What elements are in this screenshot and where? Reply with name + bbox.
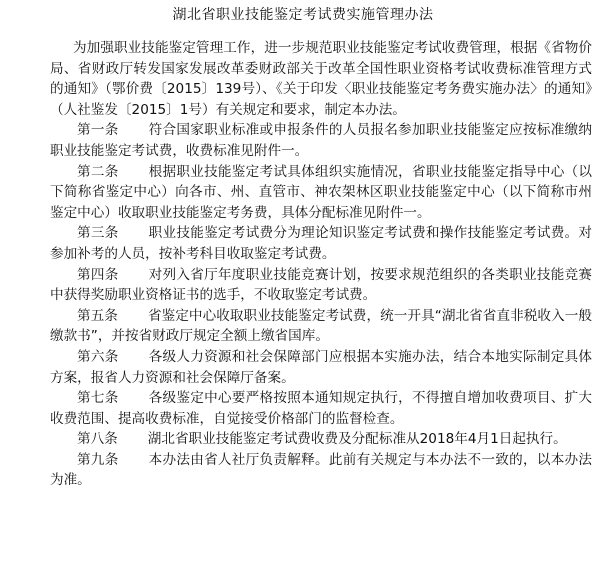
article-number: 第六条	[77, 348, 119, 365]
article-6	[50, 347, 592, 388]
article-number: 第四条	[77, 266, 119, 283]
article-number: 第七条	[77, 390, 119, 407]
article-7	[50, 388, 592, 429]
article-8	[50, 429, 592, 450]
article-text: 各级人力资源和社会保障部门应根据本实施办法，结合本地实际制定具体方案，报省人力资源和社会保障厅备案。	[50, 348, 593, 386]
document-title: 湖北省职业技能鉴定考试费实施管理办法	[172, 7, 434, 23]
article-1	[50, 120, 592, 161]
article-text: 职业技能鉴定考试费分为理论知识鉴定考试费和操作技能鉴定考试费。对参加补考的人员，按补考科目收取鉴定考试费。	[50, 225, 593, 262]
article-text: 湖北省职业技能鉴定考试费收费及分配标准从2018年4月1日起执行。	[147, 431, 567, 448]
article-9	[50, 450, 592, 491]
article-text: 对列入省厅年度职业技能竞赛计划，按要求规范组织的各类职业技能竞赛中获得奖励职业资格证书的选手，不收取鉴定考试费。	[50, 266, 593, 304]
intro-paragraph: 为加强职业技能鉴定管理工作，进一步规范职业技能鉴定考试收费管理，根据《省物价局、省财政厅转发国家发展改革委财政部关于改革全国性职业资格考试收费标准管理方式的通知》（鄂价费〔2015〕139号）、《关于印发〈职业技能鉴定考务费实施办法〉的通知》（人社鉴发〔2015〕1号）有关规定和要求，制定本办法。	[50, 40, 592, 118]
article-2	[50, 162, 592, 224]
article-4	[50, 265, 592, 306]
article-number: 第二条	[77, 163, 119, 180]
article-number: 第九条	[77, 451, 119, 468]
article-5	[50, 306, 592, 347]
article-number: 第一条	[77, 122, 119, 139]
article-text: 各级鉴定中心要严格按照本通知规定执行，不得擅自增加收费项目、扩大收费范围、提高收费标准，自觉接受价格部门的监督检查。	[50, 390, 593, 427]
article-text: 本办法由省人社厅负责解释。此前有关规定与本办法不一致的，以本办法为准。	[50, 451, 593, 489]
article-number: 第三条	[77, 225, 119, 242]
article-text: 符合国家职业标准或申报条件的人员报名参加职业技能鉴定应按标准缴纳职业技能鉴定考试费，收费标准见附件一。	[50, 122, 593, 159]
article-number: 第八条	[77, 431, 118, 448]
article-text: 省鉴定中心收取职业技能鉴定考试费，统一开具“湖北省省直非税收入一般缴款书”，并按省财政厅规定全额上缴省国库。	[50, 307, 592, 345]
article-text: 根据职业技能鉴定考试具体组织实施情况，省职业技能鉴定指导中心（以下简称省鉴定中心）向各市、州、直管市、神农架林区职业技能鉴定中心（以下简称市州鉴定中心）收取职业技能鉴定考务费，具体分配标准见附件一。	[50, 163, 593, 221]
article-3	[50, 223, 592, 264]
article-number: 第五条	[77, 307, 118, 324]
